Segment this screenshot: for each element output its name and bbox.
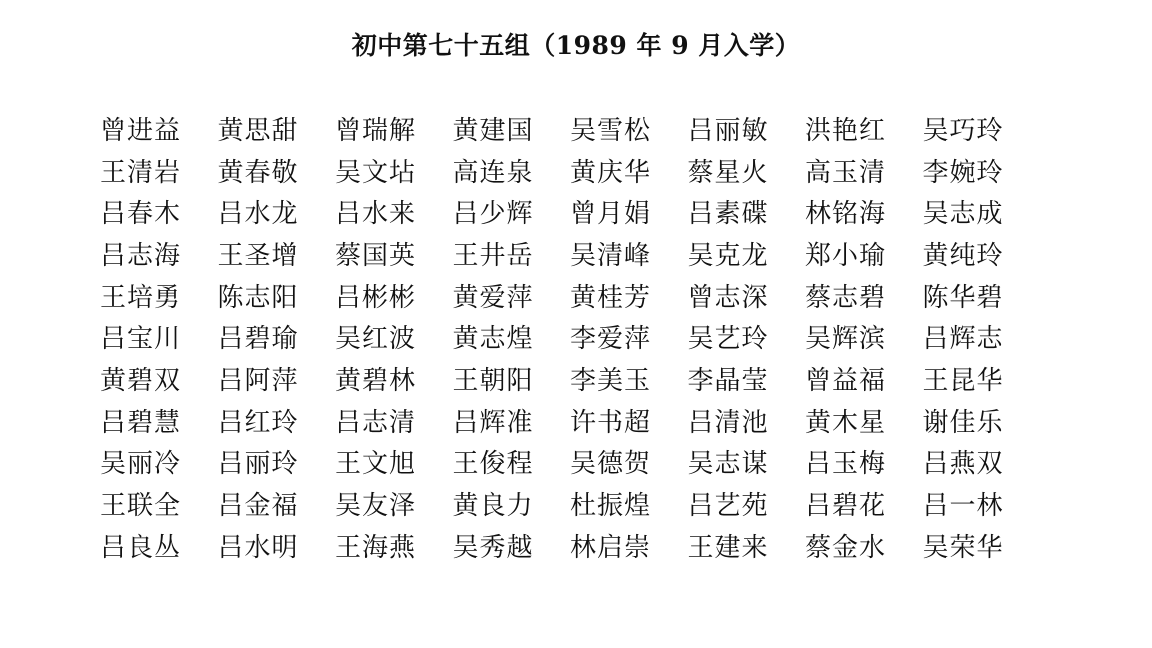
- name-cell: 王昆华: [922, 365, 1004, 396]
- name-cell: 高连泉: [452, 157, 534, 188]
- names-row: [100, 444, 1060, 486]
- name-cell: 吴志谋: [687, 449, 769, 480]
- name-cell: 蔡星火: [687, 157, 769, 188]
- name-cell: 黄志煌: [452, 324, 534, 355]
- name-cell: 谢佳乐: [922, 407, 1004, 438]
- name-cell: 吕艺苑: [687, 491, 769, 522]
- name-cell: 吕辉准: [452, 407, 534, 438]
- name-cell: 黄碧双: [100, 365, 182, 396]
- names-row: [100, 110, 1060, 152]
- name-cell: 吕志清: [335, 407, 417, 438]
- name-cell: 黄良力: [452, 491, 534, 522]
- name-cell: 吕碧瑜: [217, 324, 299, 355]
- name-cell: 蔡志碧: [805, 282, 887, 313]
- name-cell: 黄纯玲: [922, 240, 1004, 271]
- name-cell: 吕良丛: [100, 532, 182, 563]
- name-cell: 郑小瑜: [805, 240, 887, 271]
- name-cell: 王建来: [687, 532, 769, 563]
- name-cell: 王俊程: [452, 449, 534, 480]
- names-grid: [100, 110, 1060, 569]
- name-cell: 吕丽玲: [217, 449, 299, 480]
- name-cell: 曾志深: [687, 282, 769, 313]
- names-row: [100, 277, 1060, 319]
- names-row: [100, 193, 1060, 235]
- name-cell: 吴雪松: [570, 115, 652, 146]
- names-row: [100, 152, 1060, 194]
- name-cell: 吴克龙: [687, 240, 769, 271]
- names-row: [100, 360, 1060, 402]
- name-cell: 吴友泽: [335, 491, 417, 522]
- name-cell: 李爱萍: [570, 324, 652, 355]
- name-cell: 吕阿萍: [217, 365, 299, 396]
- name-cell: 林启崇: [570, 532, 652, 563]
- name-cell: 曾瑞解: [335, 115, 417, 146]
- name-cell: 吕志海: [100, 240, 182, 271]
- name-cell: 黄春敬: [217, 157, 299, 188]
- name-cell: 王井岳: [452, 240, 534, 271]
- name-cell: 黄桂芳: [570, 282, 652, 313]
- name-cell: 陈华碧: [922, 282, 1004, 313]
- name-cell: 吴红波: [335, 324, 417, 355]
- name-cell: 吴志成: [922, 199, 1004, 230]
- name-cell: 蔡金水: [805, 532, 887, 563]
- name-cell: 黄思甜: [217, 115, 299, 146]
- name-cell: 吕辉志: [922, 324, 1004, 355]
- name-cell: 黄碧林: [335, 365, 417, 396]
- name-cell: 杜振煌: [570, 491, 652, 522]
- name-cell: 王清岩: [100, 157, 182, 188]
- name-cell: 吕丽敏: [687, 115, 769, 146]
- name-cell: 王朝阳: [452, 365, 534, 396]
- name-cell: 吕宝川: [100, 324, 182, 355]
- names-row: [100, 235, 1060, 277]
- name-cell: 吕素碟: [687, 199, 769, 230]
- name-cell: 曾进益: [100, 115, 182, 146]
- name-cell: 蔡国英: [335, 240, 417, 271]
- names-row: [100, 485, 1060, 527]
- name-cell: 吕燕双: [922, 449, 1004, 480]
- name-cell: 王联全: [100, 491, 182, 522]
- names-row: [100, 402, 1060, 444]
- name-cell: 吕水来: [335, 199, 417, 230]
- document-title: 初中第七十五组（1989 年 9 月入学）: [351, 31, 801, 60]
- name-cell: 吕一林: [922, 491, 1004, 522]
- name-cell: 高玉清: [805, 157, 887, 188]
- name-cell: 林铭海: [805, 199, 887, 230]
- name-cell: 吕玉梅: [805, 449, 887, 480]
- name-cell: 吴艺玲: [687, 324, 769, 355]
- names-row: [100, 318, 1060, 360]
- name-cell: 王圣增: [217, 240, 299, 271]
- name-cell: 吴清峰: [570, 240, 652, 271]
- name-cell: 王海燕: [335, 532, 417, 563]
- name-cell: 吕碧花: [805, 491, 887, 522]
- name-cell: 许书超: [570, 407, 652, 438]
- name-cell: 吕春木: [100, 199, 182, 230]
- name-cell: 黄庆华: [570, 157, 652, 188]
- name-cell: 吕水明: [217, 532, 299, 563]
- name-cell: 黄爱萍: [452, 282, 534, 313]
- name-cell: 吕彬彬: [335, 282, 417, 313]
- name-cell: 黄木星: [805, 407, 887, 438]
- name-cell: 李婉玲: [922, 157, 1004, 188]
- name-cell: 黄建国: [452, 115, 534, 146]
- name-cell: 陈志阳: [217, 282, 299, 313]
- name-cell: 吴丽冷: [100, 449, 182, 480]
- name-cell: 王文旭: [335, 449, 417, 480]
- name-cell: 吴辉滨: [805, 324, 887, 355]
- name-cell: 吕金福: [217, 491, 299, 522]
- name-cell: 吴文坫: [335, 157, 417, 188]
- name-cell: 李晶莹: [687, 365, 769, 396]
- name-cell: 李美玉: [570, 365, 652, 396]
- name-cell: 吕水龙: [217, 199, 299, 230]
- name-cell: 曾月娟: [570, 199, 652, 230]
- name-cell: 吕红玲: [217, 407, 299, 438]
- name-cell: 吴巧玲: [922, 115, 1004, 146]
- name-cell: 吕清池: [687, 407, 769, 438]
- name-cell: 吴荣华: [922, 532, 1004, 563]
- name-cell: 吴德贺: [570, 449, 652, 480]
- name-cell: 曾益福: [805, 365, 887, 396]
- name-cell: 吕少辉: [452, 199, 534, 230]
- name-cell: 王培勇: [100, 282, 182, 313]
- name-cell: 吕碧慧: [100, 407, 182, 438]
- name-cell: 洪艳红: [805, 115, 887, 146]
- name-cell: 吴秀越: [452, 532, 534, 563]
- names-row: [100, 527, 1060, 569]
